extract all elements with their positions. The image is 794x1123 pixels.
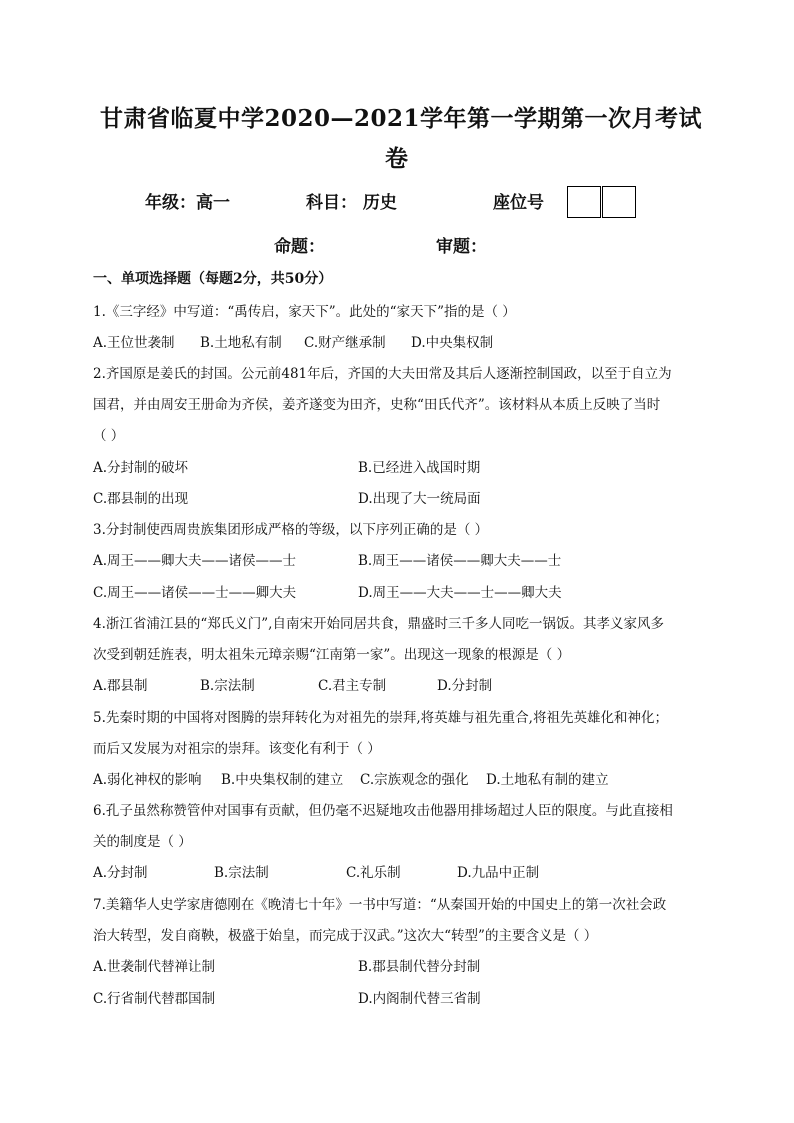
- question-5-option-b: B.中央集权制的建立: [221, 772, 344, 788]
- question-5-option-a: A.弱化神权的影响: [93, 772, 202, 788]
- question-2-option-a: A.分封制的破坏: [93, 460, 189, 476]
- question-1-option-a: A.王位世袭制: [93, 335, 175, 351]
- question-6-option-c: C.礼乐制: [346, 865, 401, 881]
- page-title: 甘肃省临夏中学2020—2021学年第一学期第一次月考试: [100, 105, 703, 132]
- section-heading: 一、单项选择题（每题2分，共50分）: [93, 271, 333, 287]
- grade-label: 年级：高一: [145, 193, 230, 213]
- question-7-option-d: D.内阁制代替三省制: [358, 991, 481, 1007]
- question-3-option-d: D.周王——大夫——士——卿大夫: [358, 585, 562, 601]
- question-6-option-a: A.分封制: [93, 865, 148, 881]
- question-1-option-b: B.土地私有制: [200, 335, 282, 351]
- composer-label: 命题：: [274, 237, 325, 257]
- question-5-text-line-1: 5.先秦时期的中国将对图腾的崇拜转化为对祖先的崇拜,将英雄与祖先重合,将祖先英雄化和神化；: [93, 710, 668, 726]
- question-2-option-c: C.郡县制的出现: [93, 491, 189, 507]
- seat-number-box-1: [567, 186, 601, 218]
- question-2-text-line-1: 2.齐国原是姜氏的封国。公元前481年后，齐国的大夫田常及其后人逐渐控制国政，以至于自立为: [93, 366, 672, 382]
- question-7-text-line-1: 7.美籍华人史学家唐德刚在《晚清七十年》一书中写道：“从秦国开始的中国史上的第一次社会政: [93, 897, 667, 913]
- question-6-option-d: D.九品中正制: [457, 865, 540, 881]
- subject-label: 科目： 历史: [306, 193, 397, 213]
- page-title-continuation: 卷: [385, 145, 409, 172]
- question-3-option-a: A.周王——卿大夫——诸侯——士: [93, 553, 297, 569]
- question-7-option-b: B.郡县制代替分封制: [358, 959, 481, 975]
- question-4-option-d: D.分封制: [437, 678, 493, 694]
- question-4-option-a: A.郡县制: [93, 678, 148, 694]
- question-1-option-d: D.中央集权制: [411, 335, 494, 351]
- question-6-text-line-1: 6.孔子虽然称赞管仲对国事有贡献，但仍毫不迟疑地攻击他器用排场超过人臣的限度。与此直接相: [93, 803, 673, 819]
- reviewer-label: 审题：: [436, 237, 487, 257]
- question-5-option-d: D.土地私有制的建立: [486, 772, 609, 788]
- question-7-text-line-2: 治大转型，发自商鞅，极盛于始皇，而完成于汉武。”这次大“转型”的主要含义是（ ）: [93, 928, 598, 944]
- question-4-text-line-2: 次受到朝廷旌表，明太祖朱元璋亲赐“江南第一家”。出现这一现象的根源是（ ）: [93, 647, 571, 663]
- question-4-text-line-1: 4.浙江省浦江县的“郑氏义门”,自南宋开始同居共食，鼎盛时三千多人同吃一锅饭。其孝义家风多: [93, 616, 664, 632]
- seat-number-box-2: [602, 186, 636, 218]
- seat-label: 座位号: [493, 193, 544, 213]
- question-5-option-c: C.宗族观念的强化: [360, 772, 469, 788]
- question-2-option-b: B.已经进入战国时期: [358, 460, 481, 476]
- question-3-text: 3.分封制使西周贵族集团形成严格的等级，以下序列正确的是（ ）: [93, 522, 489, 538]
- question-5-text-line-2: 而后又发展为对祖宗的崇拜。该变化有利于（ ）: [93, 741, 381, 757]
- question-3-option-c: C.周王——诸侯——士——卿大夫: [93, 585, 297, 601]
- question-1-option-c: C.财产继承制: [304, 335, 386, 351]
- question-2-option-d: D.出现了大一统局面: [358, 491, 481, 507]
- question-1-text: 1.《三字经》中写道：“禹传启，家天下”。此处的“家天下”指的是（ ）: [93, 304, 516, 320]
- question-3-option-b: B.周王——诸侯——卿大夫——士: [358, 553, 562, 569]
- question-4-option-c: C.君主专制: [318, 678, 387, 694]
- question-2-text-line-2: 国君，并由周安王册命为齐侯，姜齐遂变为田齐，史称“田氏代齐”。该材料从本质上反映了当时: [93, 397, 661, 413]
- question-2-text-line-3: （ ）: [93, 428, 125, 444]
- question-6-option-b: B.宗法制: [214, 865, 269, 881]
- question-6-text-line-2: 关的制度是（ ）: [93, 834, 192, 850]
- question-7-option-a: A.世袭制代替禅让制: [93, 959, 216, 975]
- question-4-option-b: B.宗法制: [200, 678, 255, 694]
- question-7-option-c: C.行省制代替郡国制: [93, 991, 216, 1007]
